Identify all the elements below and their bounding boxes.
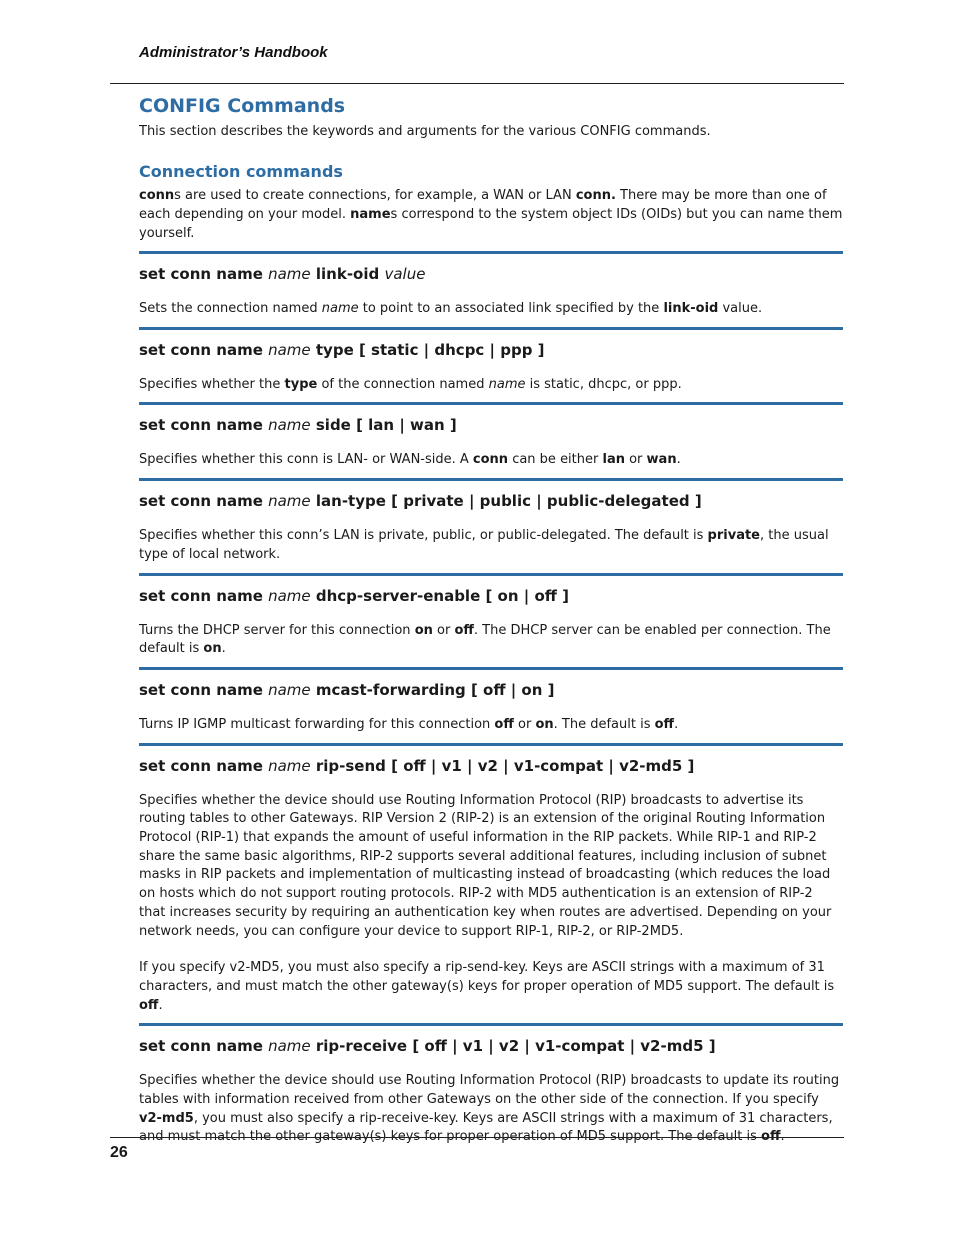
running-header: Administrator’s Handbook [139,44,328,61]
desc-text: . [158,997,163,1013]
title-arg: name [268,586,311,605]
title-arg: name [268,1037,311,1056]
desc-keyword: on [414,622,433,638]
desc-text: . [780,1129,785,1145]
title-text: rip-send [ off | v1 | v2 | v1-compat | v2-md5 ] [310,756,695,775]
command-description [139,792,843,942]
subsection-title: Connection commands [139,162,343,181]
desc-text: or [432,622,455,638]
desc-keyword: link-oid [663,301,719,316]
desc-text: . The DHCP server can be enabled per connection. The default is [139,622,831,657]
command-description [139,622,843,659]
intro-text: s correspond to the system object IDs (OIDs) but you can name them yourself. [139,207,843,241]
title-text: rip-receive [ off | v1 | v2 | v1-compat | v2-md5 ] [310,1037,716,1056]
title-arg: name [268,756,311,775]
desc-text: of the connection named [317,376,489,392]
command-title [139,586,843,606]
desc-keyword: off [454,622,474,638]
desc-keyword: on [203,641,222,657]
title-arg: name [268,416,311,435]
desc-text: or [624,452,647,468]
title-arg: name [268,265,311,283]
command-rip-send [139,743,843,1016]
command-description [139,451,843,470]
title-text: dhcp-server-enable [ on | off ] [310,586,569,605]
command-dhcp-server-enable [139,573,843,659]
desc-text: Sets the connection named [139,301,322,316]
intro-text: s are used to create connections, for example, a WAN or LAN [174,188,576,203]
title-text: set conn name [139,1037,269,1056]
desc-text: . The default is [553,716,655,732]
desc-text: . [676,452,681,468]
title-text: type [ static | dhcpc | ppp ] [310,340,545,359]
command-title [139,491,843,511]
desc-keyword: v2-md5 [139,1110,194,1126]
desc-text: value. [718,301,763,316]
page-body [139,92,843,1147]
desc-text: can be either [508,452,603,468]
desc-keyword: off [494,716,514,732]
command-rip-receive [139,1023,843,1147]
desc-text: . [221,641,226,657]
command-type [139,327,843,395]
section-intro: This section describes the keywords and arguments for the various CONFIG commands. [139,124,711,139]
desc-text: Specifies whether the [139,376,285,392]
desc-keyword: private [707,528,760,544]
title-text: set conn name [139,586,269,605]
desc-text: Turns the DHCP server for this connection [139,622,415,638]
command-title [139,264,843,284]
desc-text: Turns IP IGMP multicast forwarding for this connection [139,716,495,732]
page-number: 26 [110,1144,128,1161]
desc-text: Specifies whether the device should use Routing Information Protocol (RIP) broadcasts to advertise its routing tables to other Gateways. RIP Version 2 (RIP-2) is an extension of the original Routing Information Protocol (RIP-1) that expands the amount of useful information in the RIP packets. While RIP-1 and RIP-2 share the same basic algorithms, RIP-2 supports several additional features, including inclusion of subnet masks in RIP packets and implementation of multicasting instead of broadcasting (which reduces the load on hosts which do not support routing protocols. RIP-2 with MD5 authentication is an extension of RIP-2 that increases security by requiring an authentication key when routes are advertised. Depending on your network needs, you can configure your device to support RIP-1, RIP-2, or RIP-2MD5. [139,792,832,939]
command-lan-type [139,478,843,564]
title-text: set conn name [139,416,269,435]
section-title: CONFIG Commands [139,95,346,117]
command-side [139,402,843,470]
desc-arg: name [321,301,359,316]
desc-keyword: on [535,716,554,732]
command-link-oid [139,251,843,319]
intro-text: There may be more than one of each depending on your model. [139,188,827,222]
desc-text: Specifies whether this conn is LAN- or WAN-side. A [139,452,473,468]
command-mcast-forwarding [139,667,843,735]
title-arg: name [268,492,311,511]
title-text: set conn name [139,680,269,699]
title-text: set conn name [139,265,269,283]
command-title [139,756,843,776]
desc-keyword: off [761,1129,781,1145]
desc-keyword: conn [472,452,509,468]
command-title [139,680,843,700]
command-title [139,340,843,360]
header-rule [110,83,844,84]
footer-rule [110,1137,844,1138]
title-text: set conn name [139,492,269,511]
title-text: set conn name [139,756,269,775]
title-arg: name [268,680,311,699]
desc-keyword: off [654,716,675,732]
desc-text: . [674,716,679,732]
title-arg: name [268,340,311,359]
desc-keyword: off [139,997,159,1013]
keyword-conn: conn. [575,188,616,203]
command-description-note [139,959,843,1015]
desc-text: is static, dhcpc, or ppp. [525,376,682,392]
desc-text: Specifies whether the device should use Routing Information Protocol (RIP) broadcasts to update its routing tables with information received from other Gateways on the other side of the connection. If you specify [139,1073,840,1108]
desc-keyword: lan [602,452,625,468]
command-description [139,1072,843,1147]
keyword-name: name [350,207,391,222]
desc-text: to point to an associated link specified by the [358,301,664,316]
title-text: mcast-forwarding [ off | on ] [310,680,555,699]
desc-text: or [513,716,536,732]
subsection-intro [139,186,843,243]
desc-keyword: wan [646,452,677,468]
desc-text: , you must also specify a rip-receive-key. Keys are ASCII strings with a maximum of 31 characters, and must match the other gateway(s) keys for proper operation of MD5 support. The default is [139,1110,833,1145]
command-description [139,376,843,395]
command-title [139,415,843,435]
desc-keyword: type [284,376,318,392]
desc-text: , the usual type of local network. [139,528,829,562]
command-title [139,1036,843,1056]
title-text: side [ lan | wan ] [310,416,457,435]
keyword-conn: conn [139,188,175,203]
title-arg: value [384,265,426,283]
title-text: link-oid [310,265,385,283]
desc-arg: name [488,376,526,392]
command-description [139,527,843,564]
title-text: lan-type [ private | public | public-delegated ] [310,492,702,511]
desc-text: If you specify v2-MD5, you must also specify a rip-send-key. Keys are ASCII strings with a maximum of 31 characters, and must match the other gateway(s) keys for proper operation of MD5 support. The default is [139,960,835,994]
desc-text: Specifies whether this conn’s LAN is private, public, or public-delegated. The default is [139,528,708,544]
command-description [139,300,843,319]
title-text: set conn name [139,340,269,359]
command-description [139,716,843,735]
